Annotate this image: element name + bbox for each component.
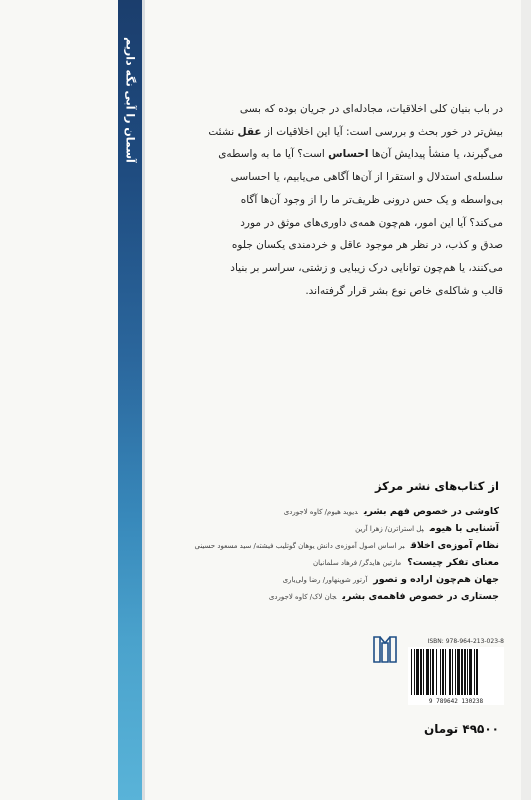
spine-title: آسمان را آبی نگه داریم bbox=[123, 37, 137, 163]
barcode-bar bbox=[420, 649, 422, 695]
list-item bbox=[199, 500, 499, 517]
barcode-bar bbox=[426, 649, 429, 695]
book-authors: آرتور شوپنهاور/ رضا ولی‌یاری bbox=[282, 576, 368, 584]
barcode-bar bbox=[457, 649, 460, 695]
publisher-list-heading bbox=[375, 479, 499, 493]
book-title: کاوشی در خصوص فهم بشری bbox=[363, 506, 499, 517]
blurb-line: بی‌واسطه و یک حس درونی ظریف‌تر ما را از وجود آن‌ها آگاه bbox=[240, 193, 503, 206]
barcode-icon bbox=[408, 647, 504, 705]
list-item bbox=[199, 551, 499, 568]
barcode-bar bbox=[449, 649, 451, 695]
book-title: آشنایی با هیوم bbox=[429, 523, 499, 534]
book-authors: بر اساس اصول آموزه‌ی دانش یوهان گوتلیب فیشته/ سید مسعود حسینی bbox=[194, 542, 405, 550]
barcode-bar bbox=[461, 649, 463, 695]
isbn-text: ISBN: 978-964-213-023-8 bbox=[427, 638, 504, 645]
book-title: جهان هم‌چون اراده و تصور bbox=[373, 574, 499, 585]
blurb-line: می‌کنند، یا هم‌چون توانایی درک زیبایی و زشتی، سراسر بر بنیاد bbox=[230, 261, 503, 274]
list-item bbox=[199, 517, 499, 534]
barcode-bar bbox=[440, 649, 441, 695]
right-edge bbox=[521, 0, 531, 800]
publisher-logo-icon bbox=[373, 635, 397, 663]
barcode-bar bbox=[476, 649, 478, 695]
barcode-bar bbox=[467, 649, 468, 695]
price-label: ۴۹۵۰۰ تومان bbox=[423, 722, 499, 736]
barcode-bar bbox=[469, 649, 472, 695]
blurb-line: در باب بنیان کلی اخلاقیات، مجادله‌ای در جریان بوده که بسی bbox=[239, 103, 503, 115]
book-list bbox=[194, 500, 499, 602]
book-title: جستاری در خصوص فاهمه‌ی بشری bbox=[342, 591, 499, 602]
book-authors: جان لاک/ کاوه لاجوردی bbox=[268, 593, 337, 601]
barcode-bar bbox=[432, 649, 434, 695]
barcode-bar bbox=[414, 649, 415, 695]
blurb-line: سلسله‌ی استدلال و استقرا از آن‌ها آگاهی می‌یابیم، یا احساسی bbox=[230, 171, 503, 184]
blurb-line: می‌گیرند، یا منشأ پیدایش آن‌ها احساس است؟ آیا ما به واسطه‌ی bbox=[218, 148, 503, 161]
blurb-line: صدق و کذب، در نظر هر موجود عاقل و خردمندی یکسان جلوه bbox=[231, 239, 503, 252]
heading-prefix: از کتاب‌های نشر bbox=[407, 479, 499, 493]
list-item bbox=[199, 585, 499, 602]
barcode-bar bbox=[436, 649, 437, 695]
book-authors: مارتین هایدگر/ فرهاد سلمانیان bbox=[313, 559, 402, 567]
barcode-number: 9 789642 130238 bbox=[408, 698, 504, 705]
barcode-bar bbox=[442, 649, 444, 695]
book-authors: دیوید هیوم/ کاوه لاجوردی bbox=[283, 508, 358, 516]
barcode-bar bbox=[455, 649, 456, 695]
barcode-bar bbox=[445, 649, 446, 695]
barcode-bar bbox=[464, 649, 466, 695]
barcode-bar bbox=[411, 649, 412, 695]
barcode-bar bbox=[416, 649, 419, 695]
book-authors: پل استراترن/ زهرا آرین bbox=[355, 525, 424, 533]
blurb-line: می‌کند؟ آیا این امور، هم‌چون همه‌ی داوری‌های موثق در مورد bbox=[240, 216, 503, 229]
heading-publisher: مرکز bbox=[375, 479, 404, 493]
spine-title-area bbox=[118, 0, 142, 200]
blurb-text bbox=[173, 98, 503, 302]
list-item bbox=[199, 568, 499, 585]
book-title: معنای تفکر چیست؟ bbox=[407, 557, 499, 568]
spine-fold bbox=[142, 0, 145, 800]
barcode-bar bbox=[423, 649, 424, 695]
blurb-line: بیش‌تر در خور بحث و بررسی است: آیا این اخلاقیات از عقل نشئت bbox=[208, 125, 503, 138]
barcode-bar bbox=[430, 649, 431, 695]
blurb-line: قالب و شاکله‌ی خاص نوع بشر قرار گرفته‌اند. bbox=[305, 284, 503, 297]
book-title: نظام آموزه‌ی اخلاق bbox=[410, 540, 499, 551]
barcode-bar bbox=[474, 649, 475, 695]
barcode-bar bbox=[452, 649, 453, 695]
list-item bbox=[194, 534, 499, 551]
